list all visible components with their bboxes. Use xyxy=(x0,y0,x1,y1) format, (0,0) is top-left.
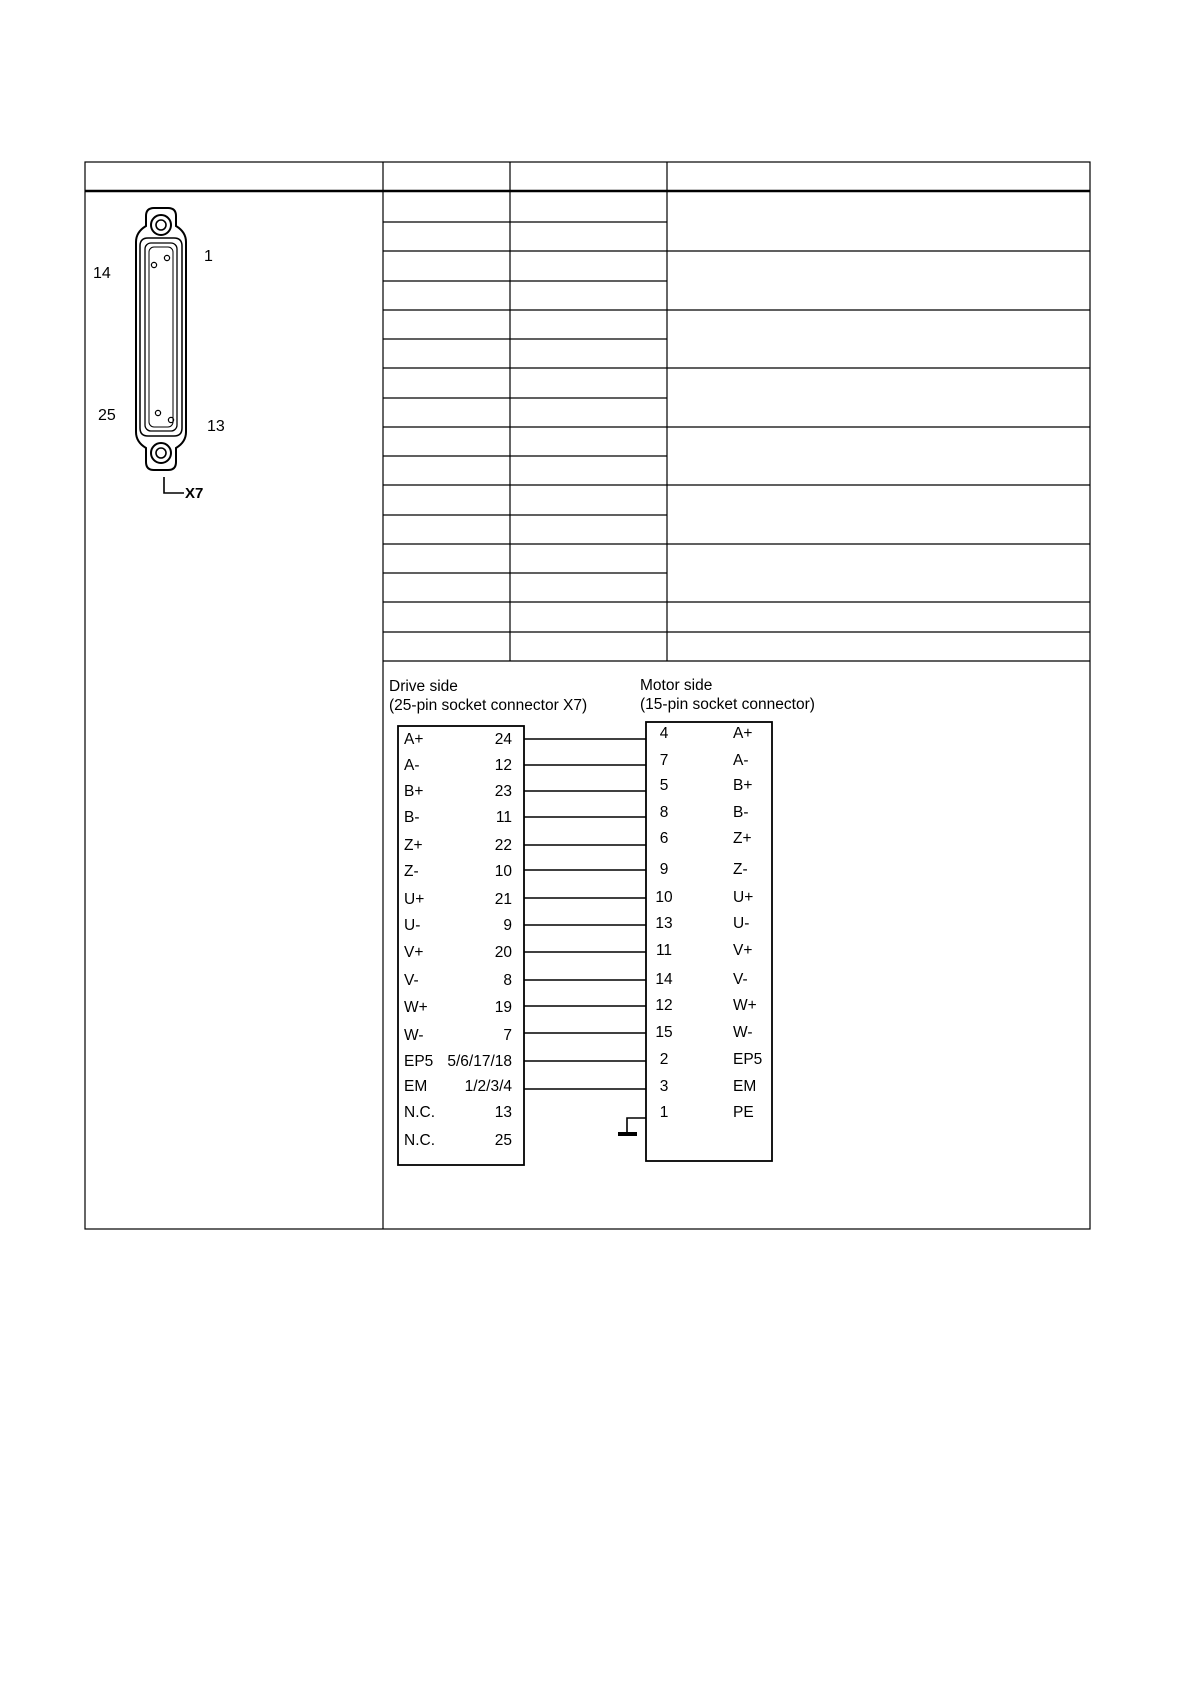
motor-pin-row xyxy=(660,1051,763,1068)
designator-leader xyxy=(164,477,184,493)
drive-signal-name: V+ xyxy=(404,944,424,961)
connector-body xyxy=(145,243,177,431)
drive-pin-number: 5/6/17/18 xyxy=(447,1053,512,1070)
motor-signal-name: B+ xyxy=(733,777,753,794)
drive-pin-row xyxy=(404,999,512,1016)
motor-side-pin-list xyxy=(655,725,762,1121)
drive-pin-number: 8 xyxy=(503,972,512,989)
pin-table xyxy=(85,162,1090,1229)
motor-pin-number: 4 xyxy=(659,725,669,742)
motor-signal-name: W+ xyxy=(733,997,757,1014)
motor-signal-name: W- xyxy=(733,1024,753,1041)
drive-side-pin-list xyxy=(404,731,512,1149)
pin-label-14: 14 xyxy=(93,265,111,282)
motor-pin-number: 8 xyxy=(659,804,669,821)
drive-pin-row xyxy=(404,1027,512,1044)
motor-pin-number: 5 xyxy=(659,777,669,794)
drive-pin-row xyxy=(404,917,512,934)
drive-signal-name: V- xyxy=(404,972,419,989)
drive-signal-name: A+ xyxy=(404,731,424,748)
motor-pin-row xyxy=(660,830,752,847)
drive-signal-name: EP5 xyxy=(404,1053,434,1070)
drive-signal-name: W+ xyxy=(404,999,428,1016)
motor-signal-name: U- xyxy=(733,915,750,932)
motor-pin-row xyxy=(660,777,753,794)
drive-signal-name: Z- xyxy=(404,863,419,880)
drive-side-subtitle: (25-pin socket connector X7) xyxy=(389,697,588,714)
drive-pin-number: 25 xyxy=(494,1132,512,1149)
drive-pin-row xyxy=(404,972,512,989)
drive-pin-row xyxy=(404,1053,512,1070)
drive-signal-name: B+ xyxy=(404,783,424,800)
screw-hole-top-inner xyxy=(156,220,166,230)
motor-signal-name: A- xyxy=(733,752,749,769)
motor-pin-row xyxy=(655,997,756,1014)
motor-signal-name: EM xyxy=(733,1078,757,1095)
drive-pin-row xyxy=(404,944,512,961)
motor-pin-number: 12 xyxy=(655,997,673,1014)
drive-pin-number: 1/2/3/4 xyxy=(464,1078,512,1095)
motor-pin-number: 6 xyxy=(659,830,669,847)
drive-signal-name: Z+ xyxy=(404,837,423,854)
drive-pin-row xyxy=(404,783,512,800)
drive-signal-name: U- xyxy=(404,917,421,934)
motor-signal-name: V- xyxy=(733,971,748,988)
motor-signal-name: U+ xyxy=(733,889,754,906)
drive-signal-name: EM xyxy=(404,1078,428,1095)
drive-pin-row xyxy=(404,1078,512,1095)
ground-symbol-icon xyxy=(618,1118,646,1134)
pin-hole xyxy=(151,262,156,267)
motor-signal-name: B- xyxy=(733,804,749,821)
drive-pin-row xyxy=(404,837,512,854)
drive-pin-number: 22 xyxy=(494,837,512,854)
drive-pin-number: 7 xyxy=(503,1027,512,1044)
motor-pin-row xyxy=(660,804,749,821)
drive-pin-number: 13 xyxy=(494,1104,512,1121)
connector-designation: X7 xyxy=(185,485,204,502)
motor-pin-row xyxy=(655,1024,752,1041)
drive-pin-number: 11 xyxy=(495,809,512,826)
connector-x7-drawing xyxy=(136,208,186,493)
motor-signal-name: V+ xyxy=(733,942,753,959)
motor-signal-name: A+ xyxy=(733,725,753,742)
motor-pin-number: 9 xyxy=(659,861,669,878)
motor-side-title: Motor side xyxy=(640,677,713,694)
drive-pin-row xyxy=(404,809,512,826)
motor-pin-number: 3 xyxy=(659,1078,669,1095)
pin-label-1: 1 xyxy=(204,248,213,265)
connector-pin-labels xyxy=(93,248,225,502)
drive-signal-name: N.C. xyxy=(404,1104,435,1121)
drive-pin-number: 23 xyxy=(494,783,512,800)
pin-hole xyxy=(164,255,169,260)
motor-pin-row xyxy=(660,1078,757,1095)
drive-pin-row xyxy=(404,1132,512,1149)
motor-pin-number: 11 xyxy=(655,942,673,959)
motor-signal-name: Z+ xyxy=(733,830,752,847)
motor-pin-row xyxy=(660,861,748,878)
drive-pin-row xyxy=(404,891,512,908)
drive-signal-name: U+ xyxy=(404,891,425,908)
drive-pin-row xyxy=(404,757,512,774)
pin-hole xyxy=(155,410,160,415)
motor-side-subtitle: (15-pin socket connector) xyxy=(640,696,815,713)
motor-pin-number: 2 xyxy=(659,1051,669,1068)
motor-pin-number: 1 xyxy=(659,1104,669,1121)
screw-hole-top-icon xyxy=(151,215,171,235)
drive-pin-number: 12 xyxy=(494,757,512,774)
drive-signal-name: W- xyxy=(404,1027,424,1044)
motor-pin-row xyxy=(660,1104,754,1121)
motor-pin-row xyxy=(660,752,749,769)
motor-pin-row xyxy=(656,942,752,959)
motor-pin-row xyxy=(655,915,749,932)
drive-pin-row xyxy=(404,863,512,880)
motor-pin-number: 14 xyxy=(655,971,673,988)
connector-insert xyxy=(149,247,173,427)
pin-label-13: 13 xyxy=(207,418,225,435)
drive-pin-number: 10 xyxy=(494,863,512,880)
pin-label-25: 25 xyxy=(98,407,116,424)
motor-signal-name: EP5 xyxy=(733,1051,763,1068)
drive-pin-number: 9 xyxy=(503,917,512,934)
wiring-diagram xyxy=(389,677,815,1165)
screw-hole-bottom-icon xyxy=(151,443,171,463)
connector-flange xyxy=(140,238,182,436)
drive-signal-name: N.C. xyxy=(404,1132,435,1149)
drive-side-title: Drive side xyxy=(389,678,458,695)
drive-signal-name: A- xyxy=(404,757,420,774)
table-border xyxy=(85,162,1090,1229)
motor-signal-name: PE xyxy=(733,1104,754,1121)
motor-pin-row xyxy=(655,971,747,988)
drive-signal-name: B- xyxy=(404,809,420,826)
drive-pin-row xyxy=(404,1104,512,1121)
drive-pin-number: 21 xyxy=(494,891,512,908)
drive-pin-number: 19 xyxy=(494,999,512,1016)
motor-signal-name: Z- xyxy=(733,861,748,878)
drive-pin-row xyxy=(404,731,512,748)
drive-pin-number: 24 xyxy=(494,731,512,748)
motor-pin-number: 10 xyxy=(655,889,673,906)
drive-pin-number: 20 xyxy=(494,944,512,961)
motor-pin-number: 13 xyxy=(655,915,673,932)
wire-bundle xyxy=(524,739,646,1089)
motor-pin-number: 15 xyxy=(655,1024,673,1041)
screw-hole-bottom-inner xyxy=(156,448,166,458)
motor-pin-number: 7 xyxy=(659,752,669,769)
motor-pin-row xyxy=(655,889,753,906)
motor-pin-row xyxy=(660,725,753,742)
